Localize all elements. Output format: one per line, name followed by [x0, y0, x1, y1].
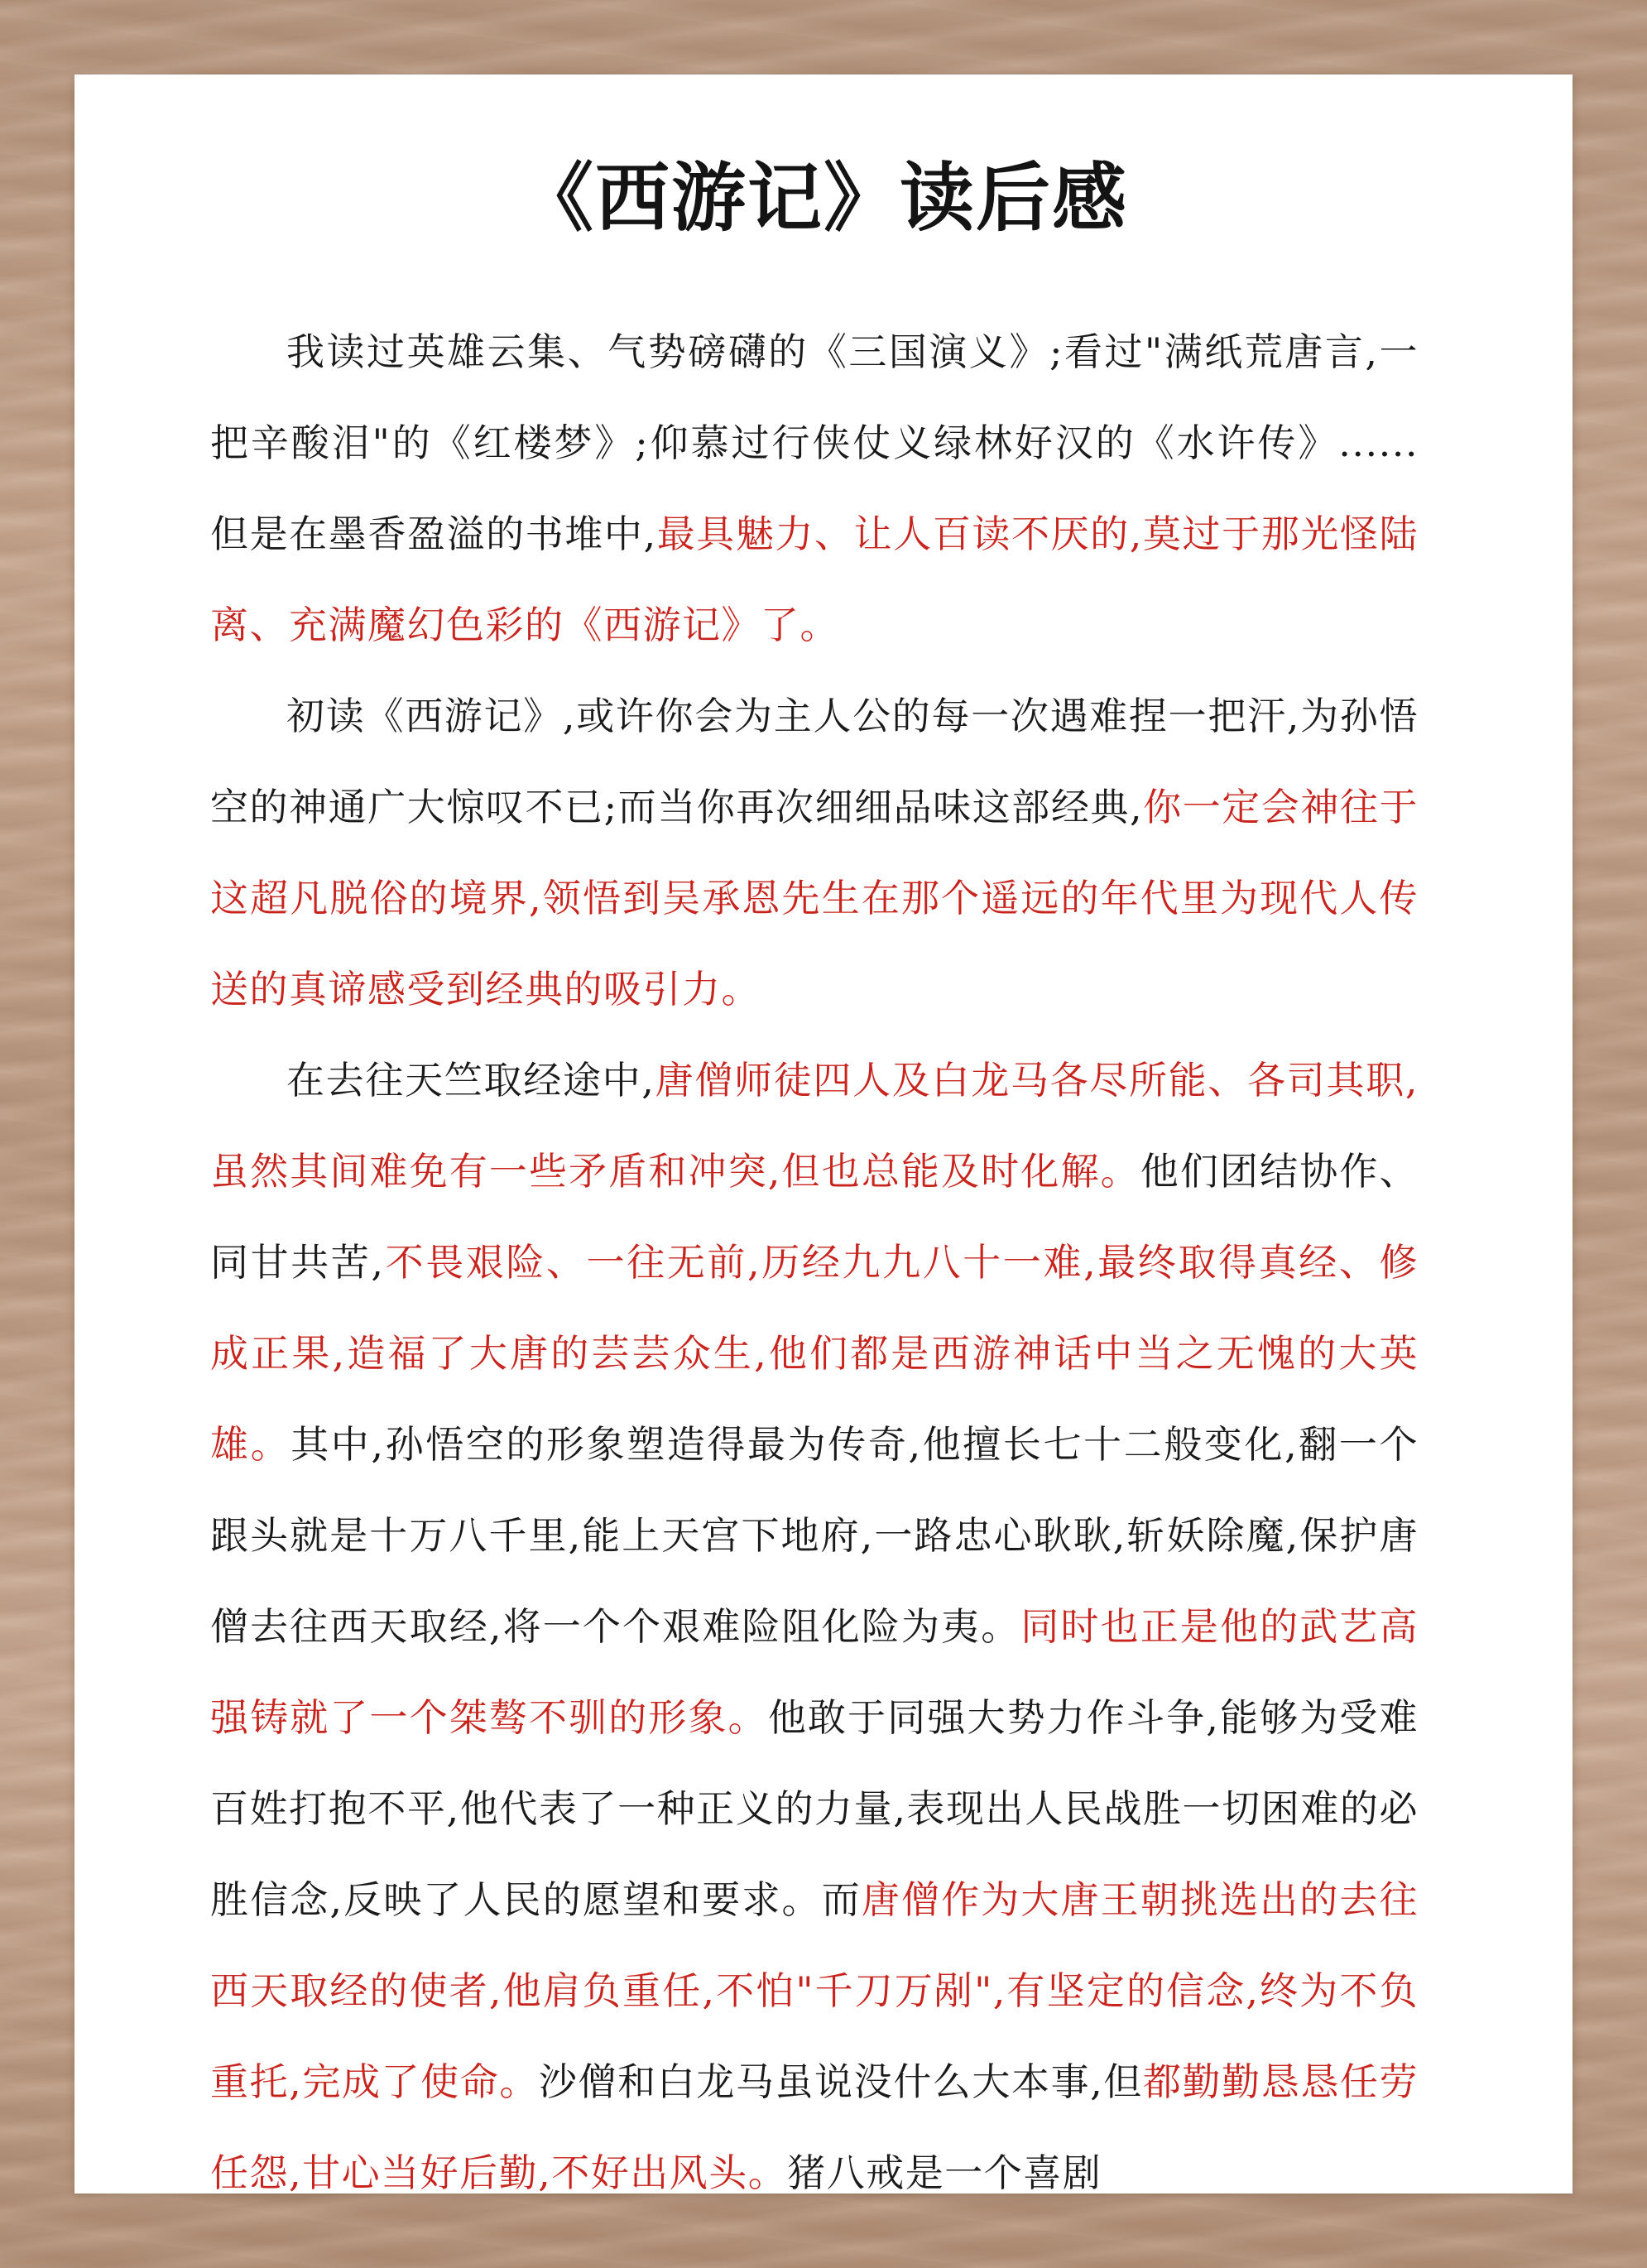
paragraph-2 — [210, 670, 1419, 1035]
paper-sheet — [74, 74, 1573, 2194]
highlighted-text-run: 不畏艰险、一往无前,历经九九八十一难,最终取得真经、修成正果,造福了大唐的芸芸众生,他们都是西游神话中当之无愧的大英雄。 — [210, 1240, 1419, 1467]
paragraph-1 — [210, 306, 1419, 670]
paragraph-3 — [210, 1035, 1419, 2218]
highlighted-text-run: 同时也正是他的武艺高强铸就了一个桀骜不驯的形象。 — [210, 1604, 1419, 1740]
text-run: 他敢于同强大势力作斗争,能够为受难百姓打抱不平,他代表了一种正义的力量,表现出人民战胜一切困难的必胜信念,反映了人民的愿望和要求。而 — [210, 1695, 1419, 1922]
highlighted-text-run: 最具魅力、让人百读不厌的,莫过于那光怪陆离、充满魔幻色彩的《西游记》了。 — [210, 512, 1419, 647]
text-run: 其中,孙悟空的形象塑造得最为传奇,他擅长七十二般变化,翻一个跟头就是十万八千里,能上天宫下地府,一路忠心耿耿,斩妖除魔,保护唐僧去往西天取经,将一个个艰难险阻化险为夷。 — [210, 1422, 1419, 1649]
page-title: 《西游记》读后感 — [519, 154, 1128, 242]
text-run: 猪八戒是一个喜剧 — [787, 2150, 1102, 2195]
highlighted-text-run: 都勤勤恳恳任劳任怨,甘心当好后勤,不好出风头。 — [210, 2059, 1419, 2195]
text-run: 初读《西游记》,或许你会为主人公的每一次遇难捏一把汗,为孙悟空的神通广大惊叹不已;而当你再次细细品味这部经典, — [210, 694, 1419, 829]
highlighted-text-run: 你一定会神往于这超凡脱俗的境界,领悟到吴承恩先生在那个遥远的年代里为现代人传送的真谛感受到经典的吸引力。 — [210, 785, 1419, 1011]
essay-body — [210, 306, 1419, 2218]
text-run: 沙僧和白龙马虽说没什么大本事,但 — [538, 2059, 1143, 2104]
highlighted-text-run: 唐僧作为大唐王朝挑选出的去往西天取经的使者,他肩负重任,不怕"千刀万剐",有坚定的信念,终为不负重托,完成了使命。 — [210, 1877, 1419, 2104]
text-run: 我读过英雄云集、气势磅礴的《三国演义》;看过"满纸荒唐言,一把辛酸泪"的《红楼梦》;仰慕过行侠仗义绿林好汉的《水许传》......但是在墨香盈溢的书堆中, — [210, 329, 1419, 556]
highlighted-text-run: 唐僧师徒四人及白龙马各尽所能、各司其职,虽然其间难免有一些矛盾和冲突,但也总能及时化解。 — [210, 1058, 1419, 1194]
text-run: 他们团结协作、同甘共苦, — [210, 1149, 1419, 1285]
text-run: 在去往天竺取经途中, — [286, 1058, 655, 1103]
